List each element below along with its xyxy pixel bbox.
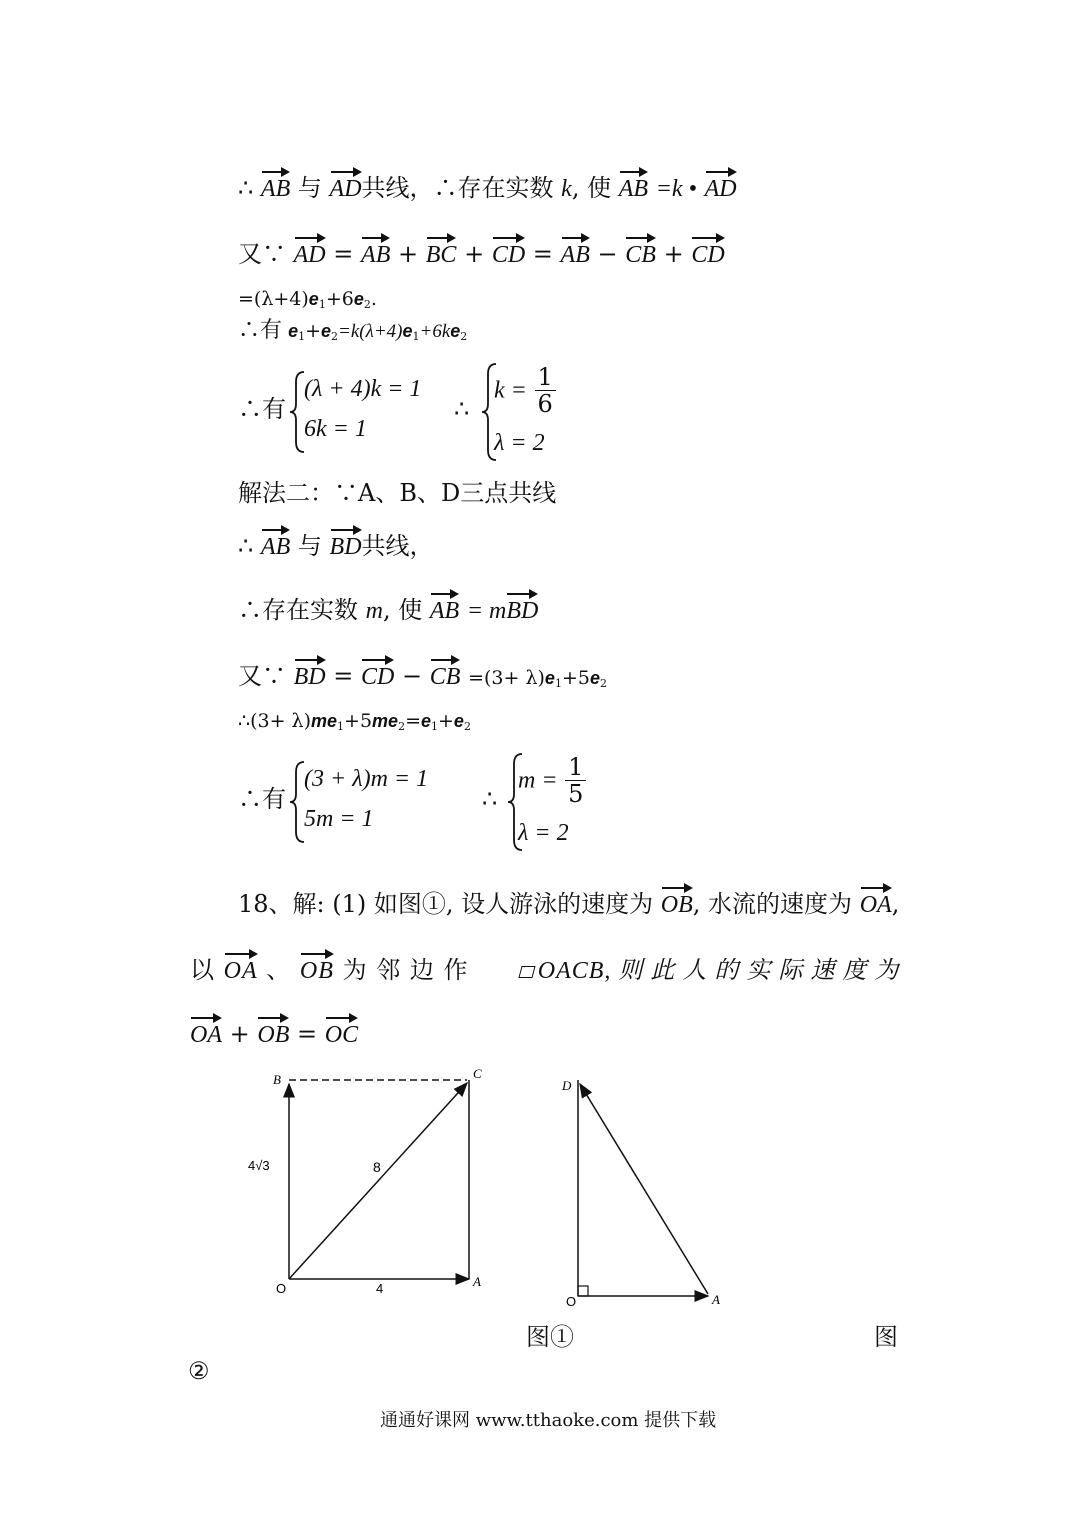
label-o: O — [566, 1294, 577, 1309]
vector-ad: AD — [294, 234, 326, 270]
vector-ab: AB — [361, 234, 390, 270]
line-lambda-plus-4: $=(\lambda+4)e_1+6e_2$. — [238, 288, 377, 311]
vector-cb: CB — [625, 234, 656, 270]
vector-ad: AD — [330, 168, 362, 204]
label-side-bottom: 4 — [376, 1281, 384, 1296]
label-o: O — [276, 1281, 287, 1296]
vector-ob: OB — [257, 1014, 289, 1050]
vector-cd: CD — [492, 234, 525, 270]
label-a: A — [712, 1292, 720, 1307]
line-method-two: 解法二：∵A、B、D三点共线 — [238, 479, 557, 507]
vector-ab: AB — [430, 590, 459, 626]
line-me-equation: ∴(3+ $\lambda)me_1+5me_2=e_1+e_2$ — [238, 710, 471, 733]
line-collinear-ab-bd: ∴ AB 与 BD共线， — [238, 526, 434, 562]
vector-bd: BD — [506, 590, 538, 626]
line-exists-m: ∴存在实数 m, 使 AB = mBD — [238, 590, 538, 626]
line-oa-plus-ob: OA + OB = OC — [190, 1014, 358, 1050]
vector-ab: AB — [619, 168, 648, 204]
vector-oa: OA — [224, 950, 258, 986]
fraction-k: k = $\frac{1}{6}$ — [494, 364, 556, 417]
caption-figure-1: 图① — [526, 1323, 574, 1351]
label-a: A — [473, 1274, 481, 1289]
vector-ob: OB — [300, 950, 334, 986]
vector-oa: OA — [860, 884, 892, 920]
vector-oc-line — [289, 1083, 467, 1279]
figure-1-velocity-diagram — [240, 1060, 500, 1310]
vector-ad-line — [580, 1084, 708, 1294]
line-bd-expansion: 又∵ BD = CD − CB $=(3+ \lambda)e_1+5e_2$ — [238, 656, 607, 699]
figure-2-right-triangle — [556, 1070, 736, 1310]
right-angle-icon — [578, 1286, 588, 1296]
vector-ab: AB — [261, 168, 290, 204]
vector-bd: BD — [330, 526, 362, 562]
vector-cd: CD — [361, 656, 394, 692]
line-e1-e2-equation: ∴有 $e_1+e_2=k(\lambda+4)e_1+6ke_2$ — [238, 318, 468, 343]
line-parallelogram: 以 OA 、 OB 为 邻 边 作 OACB, 则 此 人 的 实 际 速 度 为 — [190, 950, 899, 986]
line-collinear-ab-ad: ∴ AB 与 AD共线，∴存在实数 k, 使 AB =k • AD — [238, 168, 737, 204]
vector-oa: OA — [190, 1014, 222, 1050]
caption-figure-2-part-1: 图 — [874, 1323, 898, 1351]
label-b: B — [273, 1072, 281, 1087]
line-ad-expansion: 又∵ AD = AB + BC + CD = AB − CB + CD — [238, 234, 725, 270]
vector-ab: AB — [261, 526, 290, 562]
label-side-left: 4√3 — [248, 1158, 270, 1173]
vector-cb: CB — [430, 656, 461, 692]
vector-bd: BD — [294, 656, 326, 692]
caption-figure-2-part-2: ② — [188, 1357, 210, 1385]
vector-ab: AB — [561, 234, 590, 270]
page-footer: 通通好课网 www.tthaoke.com 提供下载 — [380, 1410, 717, 1431]
vector-ob: OB — [661, 884, 693, 920]
vector-ad: AD — [705, 168, 737, 204]
line-problem-18: 18、解: (1) 如图①, 设人游泳的速度为 OB, 水流的速度为 OA, — [238, 884, 899, 920]
label-c: C — [473, 1066, 482, 1081]
vector-cd: CD — [691, 234, 724, 270]
label-diagonal: 8 — [373, 1159, 381, 1175]
parallelogram-icon — [518, 966, 535, 978]
fraction-m: m = $\frac{1}{5}$ — [518, 754, 586, 807]
vector-bc: BC — [426, 234, 457, 270]
label-d: D — [562, 1078, 572, 1093]
vector-oc: OC — [325, 1014, 358, 1050]
